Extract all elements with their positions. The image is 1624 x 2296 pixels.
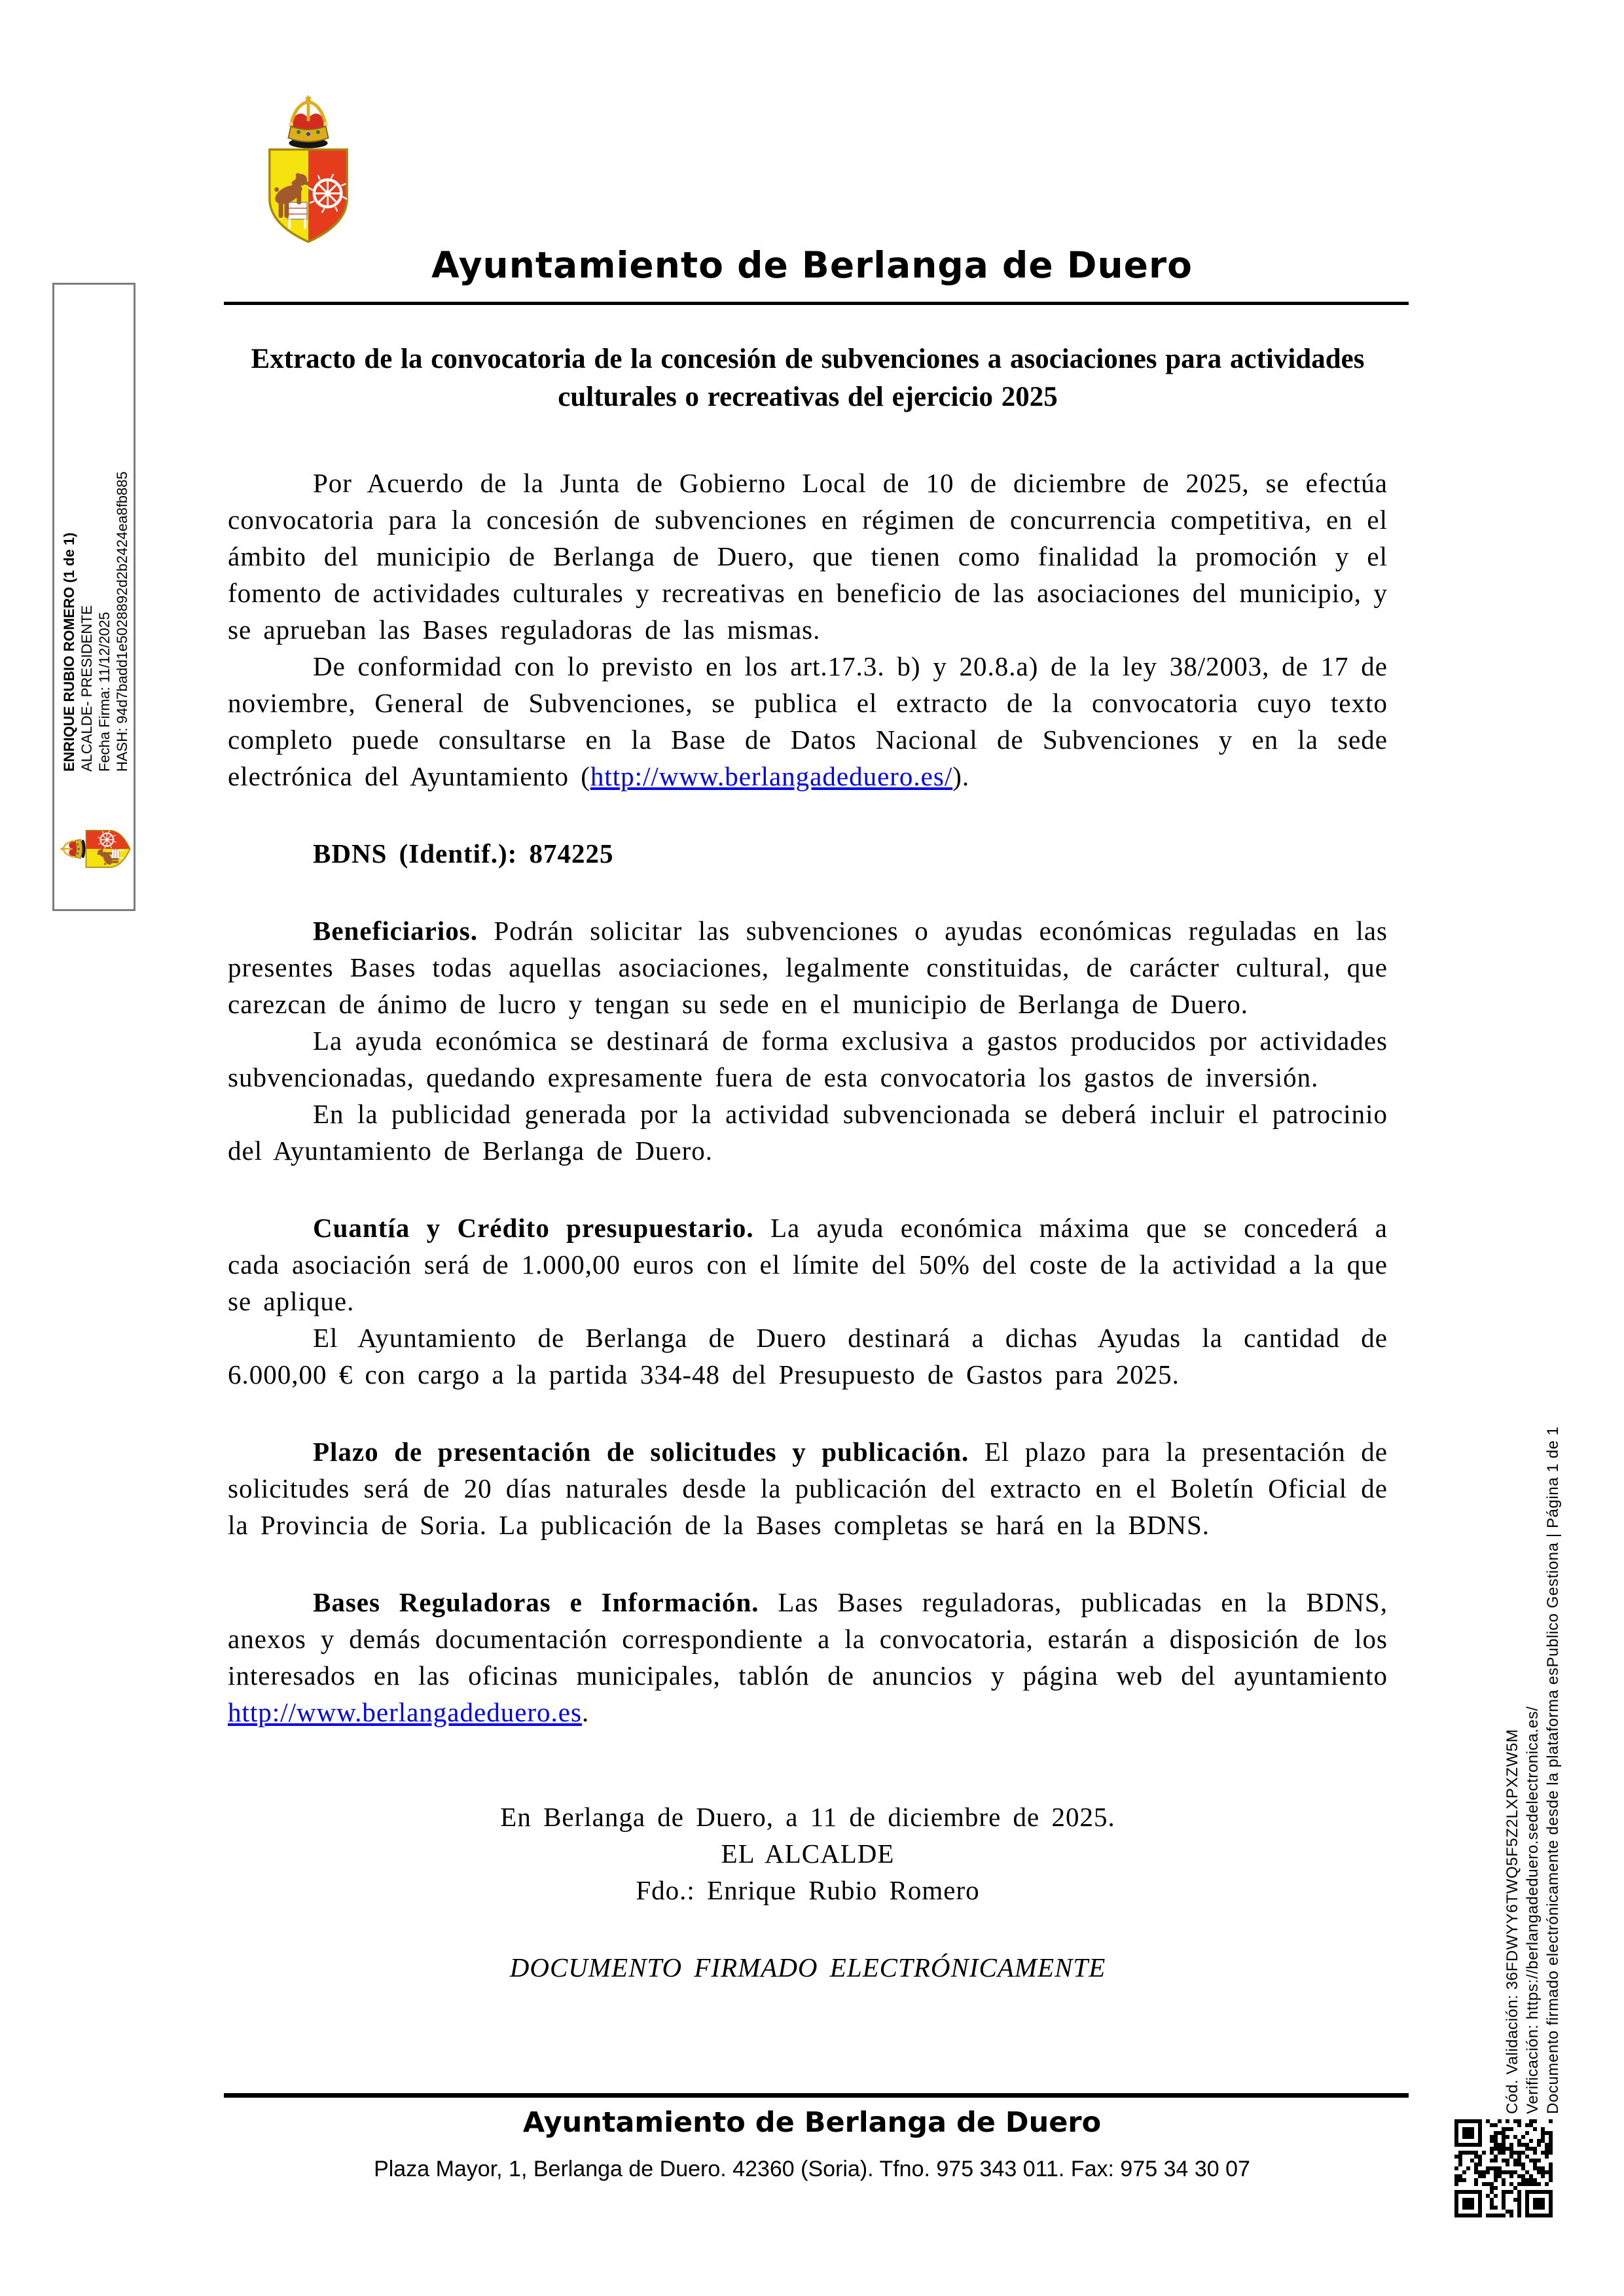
- paragraph-acuerdo: Por Acuerdo de la Junta de Gobierno Local de 10 de diciembre de 2025, se efectúa convocatoria para la concesión de subvenciones en régimen de concurrencia competitiva, en el ámbito del municipio de Berlanga de Duero, que tienen como finalidad la promoción y el fomento de actividades culturales y recreativas en beneficio de las asociaciones del municipio, y se aprueban las Bases reguladoras de las mismas.: [228, 468, 1388, 645]
- signature-stamp: [52, 283, 135, 911]
- verification-platform-page: Documento firmado electrónicamente desde la plataforma esPublico Gestiona | Página 1 de 1: [1544, 1426, 1562, 2114]
- footer-title: Ayuntamiento de Berlanga de Duero: [522, 2106, 1102, 2139]
- paragraph-text: .: [581, 1697, 590, 1727]
- coat-of-arms-icon: [60, 827, 131, 870]
- paragraph-plazo: [228, 1433, 1388, 1543]
- section-lead-beneficiarios: Beneficiarios.: [313, 916, 478, 946]
- header-divider: [224, 302, 1409, 305]
- qr-code: [1454, 2119, 1553, 2217]
- footer-divider: [224, 2093, 1409, 2098]
- footer-address: Plaza Mayor, 1, Berlanga de Duero. 42360 (Soria). Tfno. 975 343 011. Fax: 975 34 30 07: [374, 2157, 1250, 2181]
- paragraph-beneficiarios: [228, 912, 1388, 1022]
- signer-role-line: EL ALCALDE: [721, 1839, 895, 1869]
- paragraph-text: ).: [952, 761, 970, 791]
- section-lead-bases: Bases Reguladoras e Información.: [313, 1587, 759, 1617]
- paragraph-destinara: El Ayuntamiento de Berlanga de Duero destinará a dichas Ayudas la cantidad de 6.000,00 € con cargo a la partida 334-48 del Presupuesto de Gastos para 2025.: [228, 1323, 1388, 1390]
- electronic-signature-notice: DOCUMENTO FIRMADO ELECTRÓNICAMENTE: [509, 1952, 1106, 1982]
- paragraph-publicidad: En la publicidad generada por la actividad subvencionada se deberá incluir el patrocinio del Ayuntamiento de Berlanga de Duero.: [228, 1099, 1388, 1166]
- link-sede-electronica[interactable]: http://www.berlangadeduero.es/: [590, 761, 953, 791]
- signature-stamp-lines: [60, 395, 132, 772]
- signer-name-line: Fdo.: Enrique Rubio Romero: [636, 1875, 980, 1905]
- paragraph-text: Las Bases reguladoras, publicadas en la BDNS, anexos y demás documentación correspondiente a la convocatoria, estarán a disposición de los interesados en las oficinas municipales, tablón de anuncios y página web del ayuntamiento: [228, 1587, 1388, 1691]
- paragraph-conformidad: [228, 648, 1388, 795]
- date-line: En Berlanga de Duero, a 11 de diciembre de 2025.: [500, 1802, 1115, 1832]
- signature-stamp-signer: ENRIQUE RUBIO ROMERO (1 de 1): [61, 532, 77, 772]
- document-heading: Extracto de la convocatoria de la concesión de subvenciones a asociaciones para actividades culturales o recreativas del ejercicio 2025: [251, 344, 1365, 412]
- verification-code: Cód. Validación: 36FDWYY6TWQ5F5Z2LXPXZW5M: [1504, 1729, 1521, 2114]
- section-lead-plazo: Plazo de presentación de solicitudes y publicación.: [313, 1437, 969, 1467]
- paragraph-text: De conformidad con lo previsto en los art.17.3. b) y 20.8.a) de la ley 38/2003, de 17 de noviembre, General de Subvenciones, se publica el extracto de la convocatoria cuyo texto completo puede consultarse en la Base de Datos Nacional de Subvenciones y en la sede electrónica del Ayuntamiento (: [228, 651, 1388, 791]
- coat-of-arms-icon: [263, 95, 353, 244]
- paragraph-bases: [228, 1584, 1388, 1731]
- paragraph-text: La ayuda económica máxima que se concederá a cada asociación será de 1.000,00 euros con el límite del 50% del coste de la actividad a la que se aplique.: [228, 1213, 1388, 1316]
- document-body: [228, 340, 1388, 1986]
- signature-stamp-role: ALCALDE- PRESIDENTE: [79, 605, 95, 772]
- verification-url: Verificación: https://berlangadeduero.sedelectronica.es/: [1524, 1706, 1542, 2114]
- page-title: Ayuntamiento de Berlanga de Duero: [431, 244, 1193, 286]
- paragraph-ayuda-economica: La ayuda económica se destinará de forma exclusiva a gastos producidos por actividades subvencionadas, quedando expresamente fuera de esta convocatoria los gastos de inversión.: [228, 1026, 1388, 1092]
- signature-stamp-date: Fecha Firma: 11/12/2025: [96, 611, 113, 772]
- paragraph-cuantia: [228, 1210, 1388, 1319]
- link-web-ayuntamiento[interactable]: http://www.berlangadeduero.es: [228, 1697, 582, 1727]
- paragraph-text: El plazo para la presentación de solicitudes será de 20 días naturales desde la publicación del extracto en el Boletín Oficial de la Provincia de Soria. La publicación de la Bases completas se hará en la BDNS.: [228, 1437, 1388, 1540]
- paragraph-text: Podrán solicitar las subvenciones o ayudas económicas reguladas en las presentes Bases todas aquellas asociaciones, legalmente constituidas, de carácter cultural, que carezcan de ánimo de lucro y tengan su sede en el municipio de Berlanga de Duero.: [228, 916, 1388, 1019]
- bdns-identifier: BDNS (Identif.): 874225: [313, 838, 614, 869]
- verification-stamp: [1502, 1374, 1565, 2114]
- signature-stamp-hash: HASH: 94d7badd1e5028892d2b2424ea8fb885: [114, 471, 130, 772]
- section-lead-cuantia: Cuantía y Crédito presupuestario.: [313, 1213, 754, 1243]
